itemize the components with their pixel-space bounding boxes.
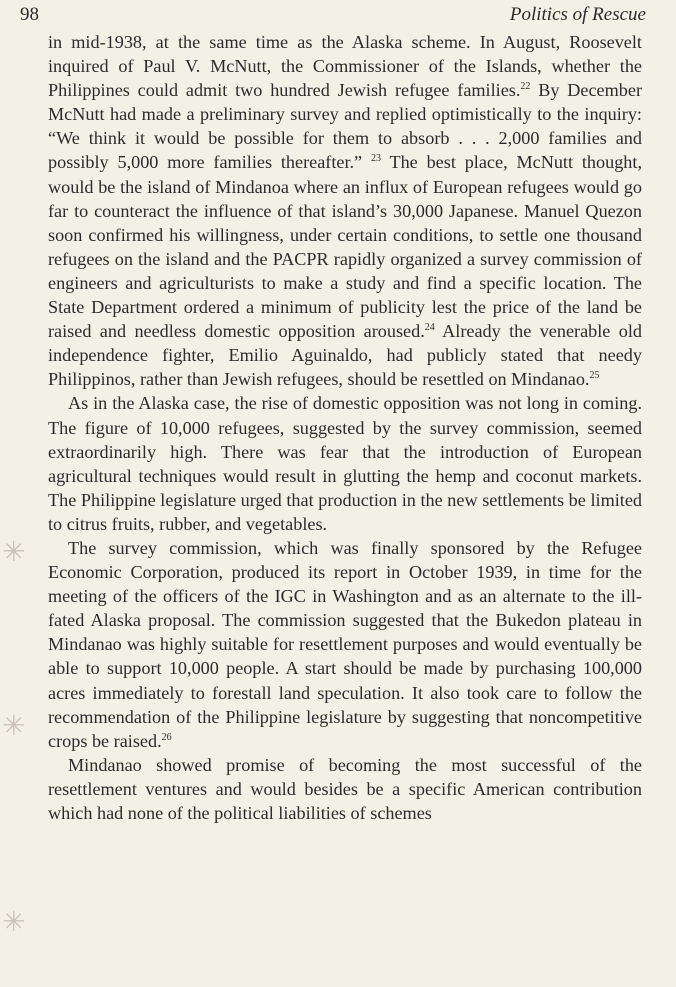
paragraph: [48, 30, 642, 391]
text-run: in mid-1938, at the same time as the Alaska scheme. In August, Roosevelt inquired of Paul V. McNutt, the Commissioner of the Islands, whether the Philippines could admit two hundred Jewish refugee families.: [48, 32, 642, 101]
text-run: As in the Alaska case, the rise of domestic opposition was not long in coming. The figure of 10,000 refugees, suggested by the survey commission, seemed extraordinarily high. There was fear that the introduction of European agricultural techniques would result in glutting the hemp and coconut markets. The Philippine legislature urged that production in the new settlements be limited to citrus fruits, rubber, and vegetables.: [48, 393, 642, 534]
margin-asterisk-mark: ✳: [2, 709, 26, 742]
margin-asterisk-mark: ✳: [2, 905, 26, 938]
running-title: Politics of Rescue: [509, 4, 646, 25]
footnote-marker: 24: [424, 322, 435, 334]
text-run: Mindanao showed promise of becoming the most successful of the resettlement ventures and would besides be a specific American contribution which had none of the political liabilities of schemes: [48, 754, 642, 823]
footnote-marker: 22: [520, 81, 531, 93]
footnote-marker: 25: [589, 370, 600, 382]
text-run: By December McNutt had made a preliminary survey and replied optimistically to the inquiry: “We think it would be possible for them to absorb . . . 2,000 families and possibly 5,000 more families thereafter.”: [48, 80, 642, 173]
body-text: [48, 30, 642, 825]
paragraph: [48, 536, 642, 753]
text-run: The best place, McNutt thought, would be the island of Mindanoa where an influx of European refugees would go far to counteract the influence of that island’s 30,000 Japanese. Manuel Quezon soon confirmed his willingness, under certain conditions, to settle one thousand refugees on the island and the PACPR rapidly organized a survey commission of engineers and agriculturists to make a study and find a specific location. The State Department ordered a minimum of publicity lest the price of the land be raised and needless domestic opposition aroused.: [48, 152, 642, 342]
text-run: Already the venerable old independence fighter, Emilio Aguinaldo, had publicly stated that needy Philippinos, rather than Jewish refugees, should be resettled on Mindanao.: [48, 321, 642, 390]
paragraph: [48, 391, 642, 536]
text-run: The survey commission, which was finally sponsored by the Refugee Economic Corporation, produced its report in October 1939, in time for the meeting of the officers of the IGC in Washington and as an alternate to the ill-fated Alaska proposal. The commission suggested that the Bukedon plateau in Mindanao was highly suitable for resettlement purposes and would eventually be able to support 10,000 people. A start should be made by purchasing 100,000 acres immediately to forestall land speculation. It also took care to follow the recommendation of the Philippine legislature by suggesting that noncompetitive crops be raised.: [48, 537, 642, 751]
margin-asterisk-mark: ✳: [2, 535, 26, 568]
page-number: 98: [20, 4, 39, 25]
paragraph: [48, 753, 642, 825]
page-header: [20, 4, 646, 28]
footnote-marker: 26: [161, 731, 172, 743]
footnote-marker: 23: [370, 153, 381, 165]
